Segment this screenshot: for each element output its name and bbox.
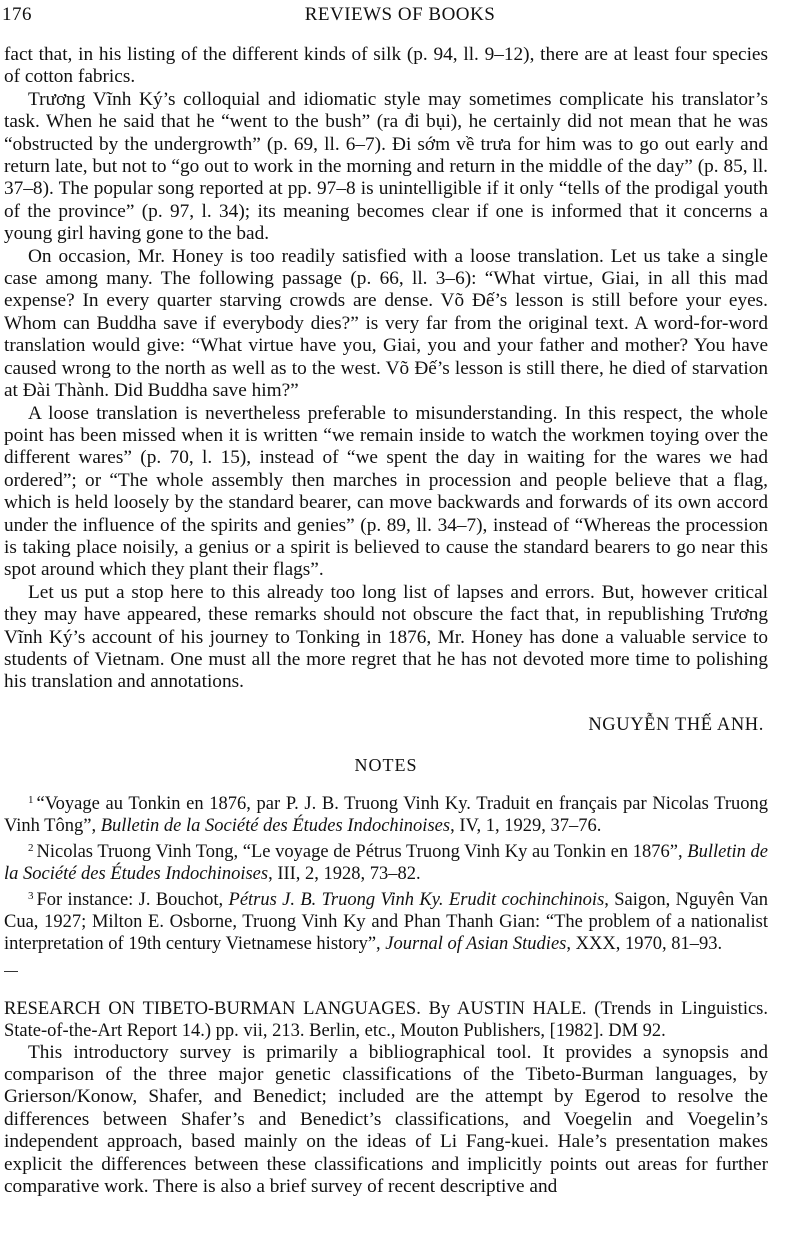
footnote-journal-title: Bulletin de la Société des Études Indochinoises [4, 841, 768, 884]
footnote-journal-title: Bulletin de la Société des Études Indochinoises [100, 815, 451, 836]
footnote-number: 3 [28, 889, 34, 902]
body-paragraph: fact that, in his listing of the different kinds of silk (p. 94, ll. 9–12), there are at least four species of cotton fabrics. [4, 44, 768, 88]
notes-list [4, 789, 768, 955]
body-paragraph: On occasion, Mr. Honey is too readily satisfied with a loose translation. Let us take a single case among many. The following passage (p. 66, ll. 3–6): “What virtue, Giai, in all this mad expense? In every quarter starving crowds are dense. Võ Đế’s lesson is still before your eyes. Whom can Buddha save if everybody dies?” is very far from the original text. A word-for-word translation would give: “What virtue have you, Giai, you and your father and mother? You have caused wrong to the north as well as to the west. Võ Đế’s lesson is still there, he died of starvation at Đài Thành. Did Buddha save him?” [4, 245, 768, 402]
footnote-text: Nicolas Truong Vinh Tong, “Le voyage de Pétrus Truong Vinh Ky au Tonkin en 1876”, [36, 841, 688, 862]
footnote [4, 837, 768, 885]
footnote-text: , Saigon, Nguyên Van Cua, 1927; Milton E. Osborne, Truong Vinh Ky and Phan Thanh Gian: “The problem of a nationalist interpretation of 19th century Vietnamese history”, [4, 889, 768, 954]
footnote-text: “Voyage au Tonkin en 1876, par P. J. B. Truong Vinh Ky. Traduit en français par Nicolas Truong Vinh Tông”, [4, 793, 768, 836]
body-paragraph: Let us put a stop here to this already too long list of lapses and errors. But, however critical they may have appeared, these remarks should not obscure the fact that, in republishing Trương Vĩnh Ký’s account of his journey to Tonking in 1876, Mr. Honey has done a valuable service to students of Vietnam. One must all the more regret that he has not devoted more time to polishing his translation and annotations. [4, 581, 768, 693]
footnote-number: 1 [28, 793, 34, 806]
section-divider [4, 971, 18, 972]
page-number: 176 [2, 4, 32, 25]
review-body-paragraph: This introductory survey is primarily a bibliographical tool. It provides a synopsis and comparison of the three major genetic classifications of the Tibeto-Burman languages, by Grierson/Konow, Shafer, and Benedict; included are the attempt by Egerod to resolve the differences between Shafer’s and Benedict’s classifications, and Voegelin and Voegelin’s independent approach, based mainly on the ideas of Li Fang-kuei. Hale’s presentation makes explicit the differences between these classifications and implicitly points out areas for further comparative work. There is also a brief survey of recent descriptive and [4, 1041, 768, 1198]
body-paragraph: A loose translation is nevertheless preferable to misunderstanding. In this respect, the whole point has been missed when it is written “we remain inside to watch the workmen toying over the different wares” (p. 70, l. 15), instead of “we spent the day in waiting for the wares we had ordered”; or “The whole assembly then marches in procession and people believe that a flag, which is held loosely by the standard bearer, can move backwards and forwards of its own accord under the influence of the spirits and genies” (p. 89, ll. 34–7), instead of “Whereas the procession is taking place noisily, a genius or a spirit is believed to cause the standard bearers to go near this spot around which they plant their flags”. [4, 402, 768, 581]
footnote [4, 885, 768, 955]
author-signature: NGUYỄN THẾ ANH. [588, 714, 764, 735]
review-heading: RESEARCH ON TIBETO-BURMAN LANGUAGES. By AUSTIN HALE. (Trends in Linguistics. State-of-the-Art Report 14.) pp. vii, 213. Berlin, etc., Mouton Publishers, [1982]. DM 92. [4, 998, 768, 1041]
body-paragraph: Trương Vĩnh Ký’s colloquial and idiomatic style may sometimes complicate his translator’s task. When he said that he “went to the bush” (ra đi bụi), he certainly did not mean that he was “obstructed by the undergrowth” (p. 69, ll. 6–7). Đi sớm về trưa for him was to go out early and return late, but not to “go out to work in the morning and return in the middle of the day” (p. 85, ll. 37–8). The popular song reported at pp. 97–8 is unintelligible if it only “tells of the prodigal youth of the province” (p. 97, l. 34); its meaning becomes clear if one is informed that it concerns a young girl having gone to the bad. [4, 88, 768, 245]
footnote-text: , III, 2, 1928, 73–82. [268, 863, 421, 884]
footnote-number: 2 [28, 841, 34, 854]
page-header [0, 0, 800, 34]
footnote-journal-title: Journal of Asian Studies [385, 933, 567, 954]
footnote-text: , XXX, 1970, 81–93. [566, 933, 723, 954]
running-head: REVIEWS OF BOOKS [304, 4, 496, 25]
footnote-text: , IV, 1, 1929, 37–76. [450, 815, 602, 836]
footnote [4, 789, 768, 837]
article-body [4, 44, 768, 1198]
footnote-book-title: Pétrus J. B. Truong Vinh Ky. Erudit cochinchinois [228, 889, 605, 910]
footnote-text: For instance: J. Bouchot, [36, 889, 229, 910]
notes-heading: NOTES [354, 755, 418, 776]
